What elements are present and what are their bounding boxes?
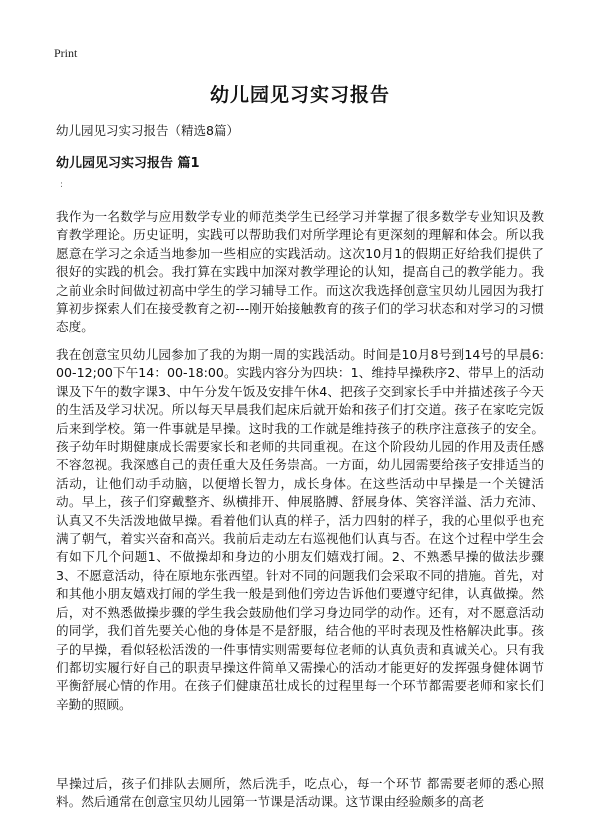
body-paragraph: 我作为一名数学与应用数学专业的师范类学生已经学习并掌握了很多数学专业知识及教育教学理论。历史证明，实践可以帮助我们对所学理论有更深刻的理解和体会。所以我愿意在学习之余适当地参加一些相应的实践活动。这次10月1的假期正好给我们提供了很好的实践的机会。我打算在实践中加深对教学理论的认知，提高自己的教学能力。我之前业余时间做过初高中学生的学习辅导工作。而这次我选择创意宝贝幼儿园因为我打算初步探索人们在接受教育之初---刚开始接触教育的孩子们的学习状态和对学习的习惯态度。 [56,209,544,335]
document-subtitle: 幼儿园见习实习报告（精选8篇） [56,123,239,138]
section-heading: 幼儿园见习实习报告 篇1 [56,156,200,171]
body-paragraph: 我在创意宝贝幼儿园参加了我的为期一周的实践活动。时间是10月8号到14号的早晨6:00-12;00下午14：00-18:00。实践内容分为四块：1、维持早操秩序2、带早上的活动课及下午的数字课3、中午分发午饭及安排午休4、把孩子交到家长手中并描述孩子今天的生活及学习状况。所以每天早晨我们起床后就开始和孩子们打交道。孩子在家吃完饭后来到学校。第一件事就是早操。这时我的工作就是维持孩子的秩序注意孩子的安全。孩子幼年时期健康成长需要家长和老师的共同重视。在这个阶段幼儿园的作用及责任感不容忽视。我深感自己的责任重大及任务崇高。一方面，幼儿园需要给孩子安排适当的活动，让他们动手动脑，以便增长智力，成长身体。在这些活动中早操是一个关键活动。早上，孩子们穿戴整齐、纵横排开、伸展胳膊、舒展身体、笑容洋溢、活力充沛、认真又不失活泼地做早操。看着他们认真的样子，活力四射的样子，我的心里似乎也充满了朝气，着实兴奋和高兴。我前后走动左右巡视他们认真与否。在这个过程中学生会有如下几个问题1、不做操却和身边的小朋友们嬉戏打闹。2、不熟悉早操的做法步骤3、不愿意活动，待在原地东张西望。针对不同的问题我们会采取不同的措施。首先，对和其他小朋友嬉戏打闹的学生我一般是到他们旁边告诉他们要遵守纪律，认真做操。然后，对不熟悉做操步骤的学生我会鼓励他们学习身边同学的动作。还有，对不愿意活动的同学，我们首先要关心他的身体是不是舒服，结合他的平时表现及性格解决此事。孩子的早操，看似轻松活泼的一件事情实则需要每位老师的认真负责和真诚关心。只有我们都切实履行好自己的职责早操这件简单又需操心的活动才能更好的发挥强身健体调节平衡舒展心情的作用。在孩子们健康茁壮成长的过程里每一个环节都需要老师和家长们辛勤的照顾。 [56,347,544,712]
print-link[interactable]: Print [54,46,78,60]
document-title: 幼儿园见习实习报告 [209,84,390,106]
section-marker: : [60,180,64,190]
body-paragraph: 早操过后，孩子们排队去厕所，然后洗手，吃点心，每一个环节 都需要老师的悉心照料。然后通常在创意宝贝幼儿园第一节课是活动课。这节课由经验颇多的高老 [56,776,544,810]
